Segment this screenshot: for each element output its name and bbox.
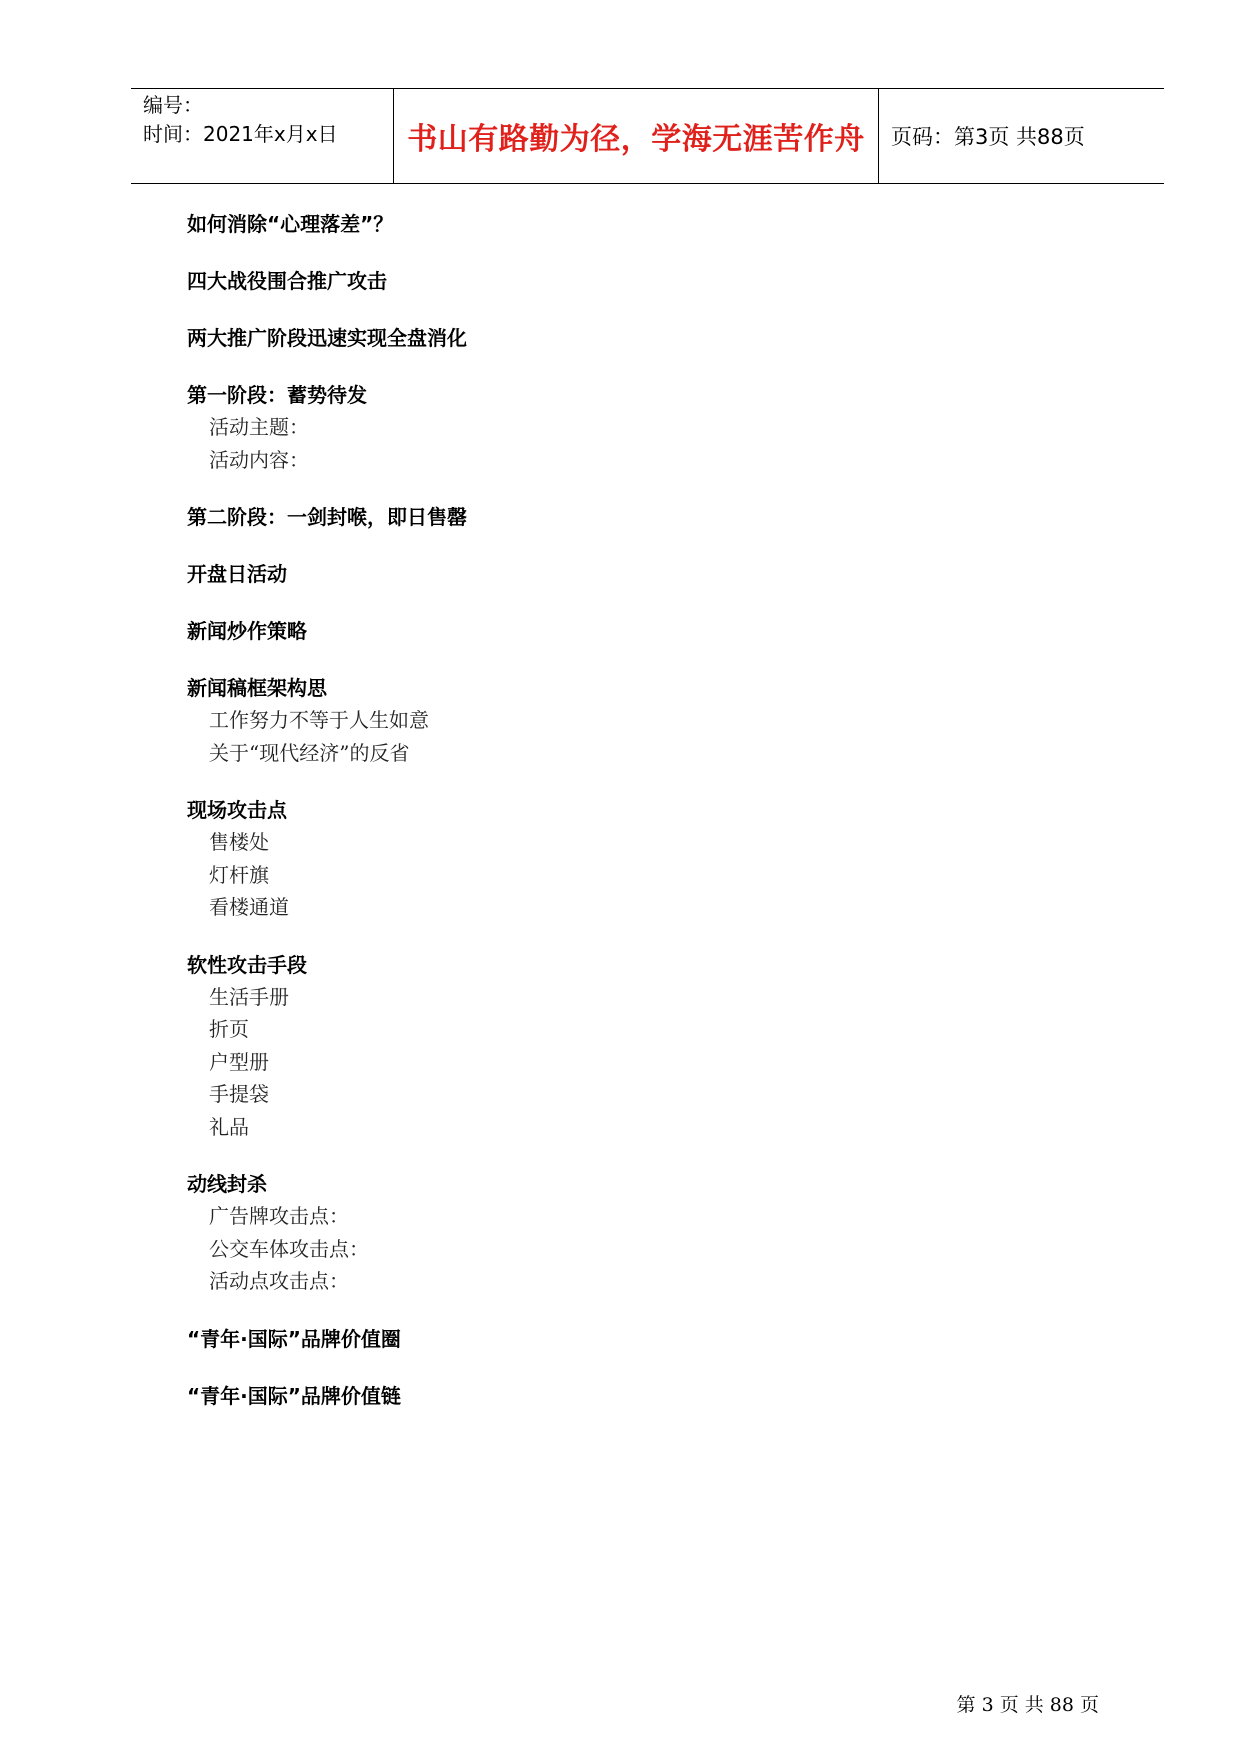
section-item: 手提袋 <box>209 1082 269 1106</box>
section-item: 折页 <box>209 1017 249 1041</box>
section-item: 工作努力不等于人生如意 <box>209 708 429 732</box>
header-motto <box>393 89 879 183</box>
section-item: 礼品 <box>209 1114 249 1139</box>
section-item: 关于“现代经济”的反省 <box>209 740 410 765</box>
outline-section <box>187 672 1087 769</box>
outline-section <box>187 1168 1087 1298</box>
section-item: 公交车体攻击点： <box>209 1236 369 1261</box>
outline-section <box>187 208 1087 240</box>
outline-section <box>187 615 1087 647</box>
section-heading: 第一阶段：蓄势待发 <box>187 383 367 407</box>
header-page-info <box>879 89 1164 183</box>
section-item: 户型册 <box>209 1049 269 1074</box>
document-body <box>187 208 1087 1437</box>
time-label: 时间：2021年x月x日 <box>143 122 338 146</box>
section-heading: 新闻稿框架构思 <box>187 676 327 700</box>
section-heading: “青年·国际”品牌价值圈 <box>187 1326 401 1351</box>
section-item: 活动内容： <box>209 447 309 472</box>
outline-section <box>187 794 1087 924</box>
section-heading: 现场攻击点 <box>187 798 287 822</box>
outline-section <box>187 379 1087 476</box>
outline-section <box>187 265 1087 297</box>
section-item: 灯杆旗 <box>209 862 269 887</box>
page-footer: 第 3 页 共 88 页 <box>956 1694 1099 1716</box>
number-label: 编号： <box>143 93 203 117</box>
header-meta <box>131 89 393 183</box>
document-header <box>131 88 1164 184</box>
section-item: 生活手册 <box>209 984 289 1009</box>
outline-section <box>187 949 1087 1144</box>
outline-section <box>187 1323 1087 1355</box>
outline-section <box>187 1380 1087 1412</box>
page-label: 页码：第3页 共88页 <box>891 125 1085 149</box>
section-heading: 开盘日活动 <box>187 562 287 586</box>
section-heading: 两大推广阶段迅速实现全盘消化 <box>187 326 467 350</box>
section-heading: 新闻炒作策略 <box>187 619 307 643</box>
section-item: 活动点攻击点： <box>209 1269 349 1293</box>
section-heading: 第二阶段：一剑封喉，即日售罄 <box>187 505 467 529</box>
outline-section <box>187 501 1087 533</box>
section-heading: 动线封杀 <box>187 1172 267 1196</box>
section-heading: 如何消除“心理落差”？ <box>187 212 394 236</box>
section-item: 看楼通道 <box>209 895 289 919</box>
outline-section <box>187 322 1087 354</box>
motto-text: 书山有路勤为径，学海无涯苦作舟 <box>407 122 865 157</box>
section-item: 活动主题： <box>209 415 309 439</box>
section-heading: 软性攻击手段 <box>187 952 307 977</box>
section-item: 售楼处 <box>209 830 269 854</box>
section-item: 广告牌攻击点： <box>209 1204 349 1228</box>
section-heading: “青年·国际”品牌价值链 <box>187 1383 401 1408</box>
section-heading: 四大战役围合推广攻击 <box>187 269 387 293</box>
outline-section <box>187 558 1087 590</box>
